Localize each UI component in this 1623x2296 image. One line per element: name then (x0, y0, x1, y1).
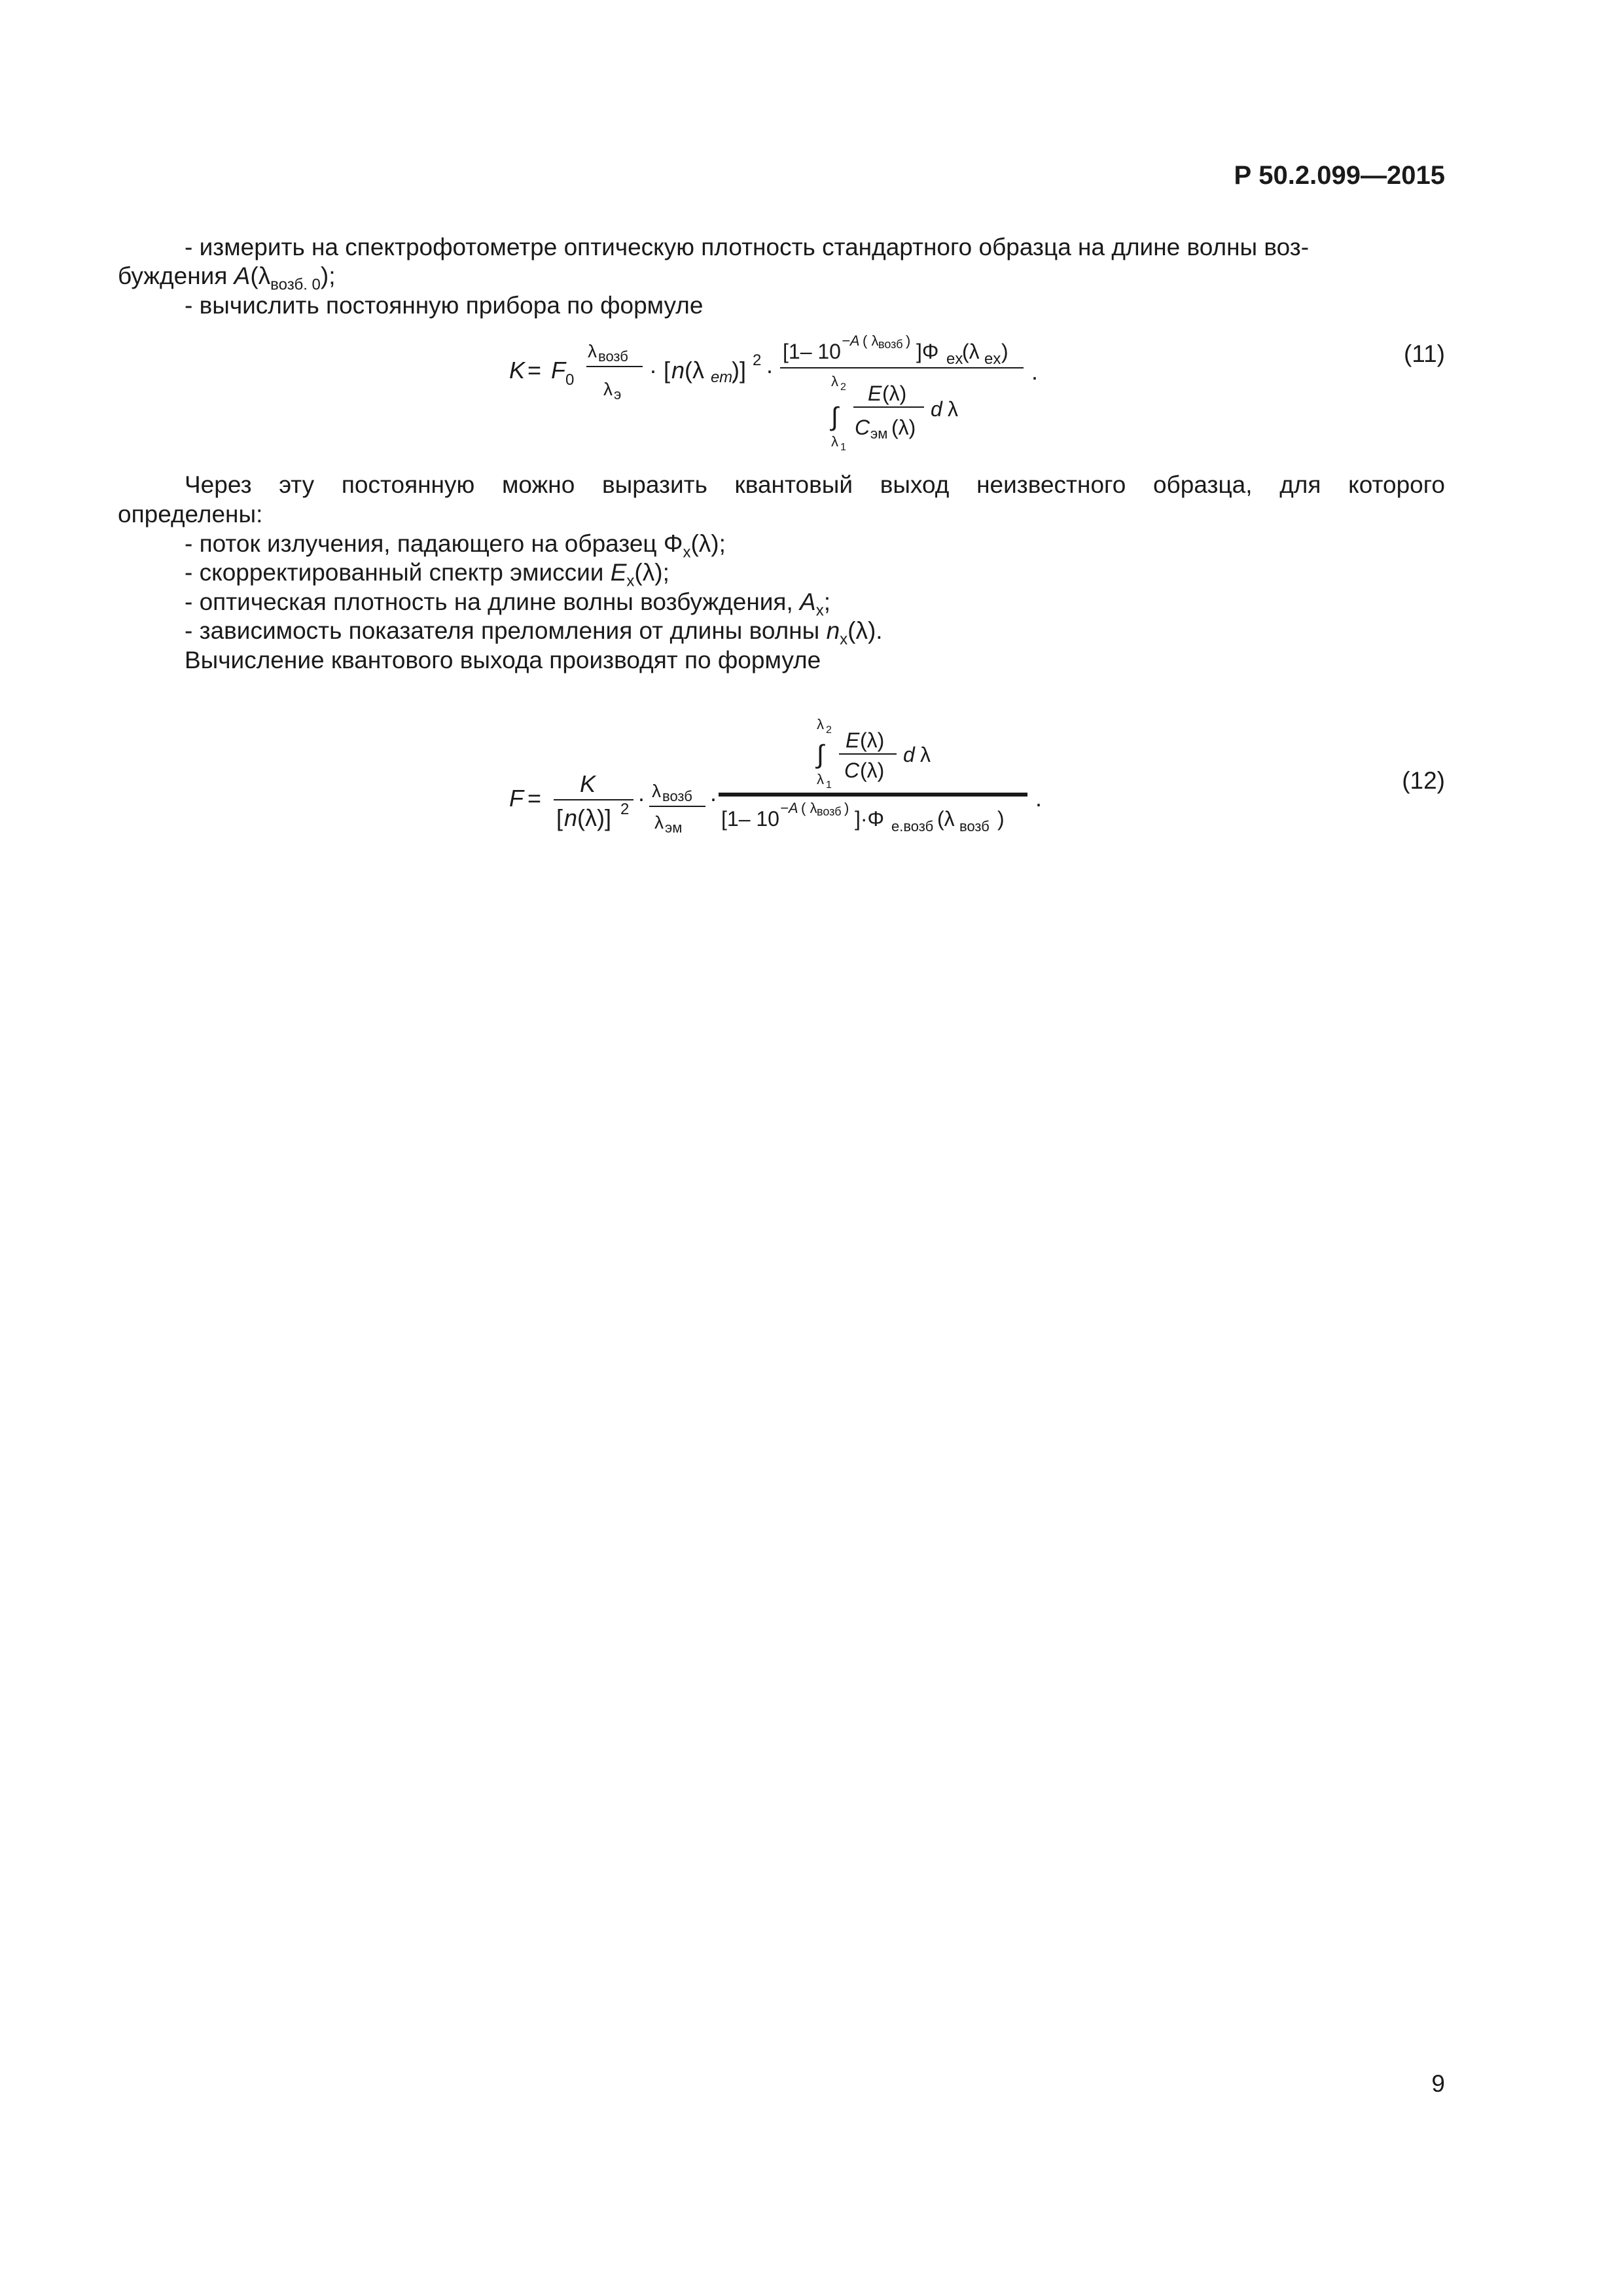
bullet-density-text: - оптическая плотность на длине волны возбуждения, (185, 588, 800, 615)
svg-text:−A: −A (842, 332, 860, 349)
svg-text:·: · (637, 785, 645, 812)
svg-text:λ: λ (948, 397, 958, 421)
svg-text:=: = (527, 357, 542, 384)
svg-text:λ: λ (831, 433, 838, 450)
measure-instruction-line: - измерить на спектрофотометре оптическую плотность стандартного образца на длине волны воз- (185, 234, 1310, 260)
svg-text:возб: возб (598, 348, 628, 365)
svg-text:возб: возб (662, 788, 692, 804)
measure-cont-text: буждения (118, 262, 234, 289)
svg-text:): ) (906, 332, 911, 349)
svg-text:C: C (855, 416, 870, 439)
svg-text:э: э (614, 386, 622, 403)
measure-instruction-cont: буждения $A(\lambda_{возб. 0})$; (118, 262, 336, 294)
svg-text:e.возб: e.возб (891, 818, 934, 834)
svg-text:): ) (844, 800, 849, 816)
bullet-flux-text: - поток излучения, падающего на образец (185, 530, 664, 557)
svg-text:эм: эм (665, 819, 683, 836)
svg-text:·: · (766, 357, 774, 384)
svg-text:эм: эм (870, 425, 888, 442)
svg-text:=: = (527, 785, 542, 812)
svg-text:(λ: (λ (937, 807, 955, 831)
standard-code: Р 50.2.099—2015 (1234, 161, 1445, 190)
svg-text:n: n (564, 804, 578, 831)
svg-text:(λ: (λ (962, 340, 980, 363)
equation-12-number: (12) (1402, 767, 1445, 794)
bullet-spectrum-text: - скорректированный спектр эмиссии (185, 559, 611, 586)
calc-formula-line: Вычисление квантового выхода производят по формуле (185, 647, 821, 673)
svg-text:λ: λ (603, 379, 613, 399)
measure-cont-end: ); (320, 262, 336, 289)
svg-text:возб: возб (878, 338, 903, 351)
svg-text:2: 2 (840, 382, 846, 393)
svg-text:2: 2 (753, 351, 762, 369)
svg-text:]·Φ: ]·Φ (855, 807, 885, 831)
bullet-flux: - поток излучения, падающего на образец $\Phi_x(\lambda)$; (185, 530, 726, 562)
svg-text:( λ: ( λ (863, 332, 879, 349)
svg-text:): ) (1001, 340, 1008, 363)
svg-text:)]: )] (732, 357, 746, 384)
svg-text:d: d (931, 397, 942, 421)
svg-text:.: . (1035, 785, 1043, 812)
svg-text:1: 1 (826, 780, 832, 791)
through-const-line1: Через эту постоянную можно выразить квантовый выход неизвестного образца, для которого (185, 471, 1445, 498)
svg-text:F: F (509, 785, 524, 812)
svg-text:(λ): (λ) (882, 382, 907, 405)
through-const-line2: определены: (118, 501, 263, 528)
svg-text:E: E (846, 728, 860, 752)
svg-text:[1– 10: [1– 10 (721, 807, 779, 831)
svg-text:2: 2 (826, 725, 832, 736)
svg-text:[: [ (556, 804, 563, 831)
svg-text:λ: λ (652, 781, 661, 801)
svg-text:[1– 10: [1– 10 (783, 340, 841, 363)
svg-text:C: C (844, 759, 860, 782)
svg-text:F: F (551, 357, 565, 384)
svg-text:(λ): (λ) (891, 416, 916, 439)
svg-text:1: 1 (840, 442, 846, 453)
svg-text:∫: ∫ (817, 740, 824, 769)
bullet-density: - оптическая плотность на длине волны возбуждения, $A_x$; (185, 588, 830, 620)
svg-text:λ: λ (654, 812, 664, 833)
svg-text:λ: λ (831, 373, 838, 389)
svg-text:ex: ex (984, 350, 1001, 368)
svg-text:( λ: ( λ (801, 800, 817, 816)
svg-text:0: 0 (565, 371, 575, 389)
svg-text:(λ): (λ) (860, 759, 885, 782)
svg-text:2: 2 (620, 800, 630, 818)
svg-text:d: d (903, 743, 915, 766)
bullet-refraction: - зависимость показателя преломления от длины волны $n_x(\lambda)$. (185, 617, 883, 649)
svg-text:λ: λ (920, 743, 931, 766)
svg-text:возб: возб (817, 805, 842, 818)
compute-const-line: - вычислить постоянную прибора по формуле (185, 292, 704, 319)
measure-cont-sub: возб. 0 (270, 276, 321, 294)
svg-text:]Φ: ]Φ (916, 340, 939, 363)
svg-text:): ) (997, 807, 1005, 831)
svg-text:n: n (671, 357, 685, 384)
page-number: 9 (1431, 2070, 1445, 2097)
svg-text:ex: ex (946, 350, 963, 368)
svg-text:(λ: (λ (685, 357, 704, 384)
svg-text:(λ)]: (λ)] (577, 804, 611, 831)
svg-text:K: K (580, 770, 596, 797)
svg-text:возб: возб (959, 818, 990, 834)
svg-text:· [: · [ (649, 357, 670, 384)
svg-text:E: E (868, 382, 882, 405)
svg-text:(λ): (λ) (860, 728, 885, 752)
svg-text:−A: −A (780, 800, 798, 816)
svg-text:K: K (509, 357, 526, 384)
equation-11-number: (11) (1403, 340, 1445, 367)
bullet-refraction-text: - зависимость показателя преломления от длины волны (185, 617, 827, 644)
bullet-spectrum: - скорректированный спектр эмиссии $E_x(\lambda)$; (185, 559, 669, 590)
svg-text:·: · (709, 785, 717, 812)
svg-text:λ: λ (817, 716, 824, 732)
svg-text:.: . (1031, 358, 1039, 385)
equation-12 (0, 0, 1623, 916)
svg-text:λ: λ (588, 341, 597, 361)
svg-text:ет.: ет. (711, 368, 737, 386)
svg-text:∫: ∫ (831, 403, 838, 431)
svg-text:λ: λ (817, 771, 824, 787)
